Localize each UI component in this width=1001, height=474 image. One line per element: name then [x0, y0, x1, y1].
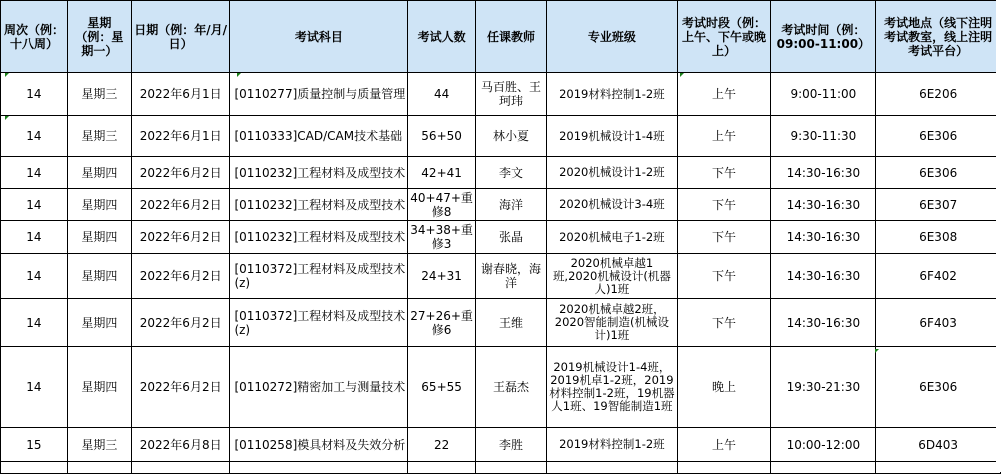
cell-period[interactable]: 上午 — [677, 73, 771, 116]
cell-time[interactable]: 19:30-21:30 — [771, 347, 876, 428]
cell-period[interactable]: 下午 — [677, 221, 771, 254]
cell-date[interactable]: 2022年6月2日 — [131, 254, 230, 299]
comment-marker-icon — [5, 73, 9, 77]
header-period: 考试时段（例：上午、下午或晚上） — [677, 1, 771, 73]
cell-class[interactable]: 2019机械设计1-4班，2019机卓1-2班，2019材料控制1-2班，19机器人1班、19智能制造1班 — [547, 347, 678, 428]
cell-subject[interactable]: [0110258]模具材料及失效分析 — [230, 428, 408, 462]
cell-room[interactable]: 6E306 — [876, 116, 1001, 157]
cell-subject[interactable]: [0110372]工程材料及成型技术(z) — [230, 299, 408, 347]
cell-subject[interactable]: [0110232]工程材料及成型技术 — [230, 157, 408, 189]
cell-subject[interactable]: [0110372]工程材料及成型技术(z) — [230, 254, 408, 299]
cell-week[interactable]: 14 — [1, 254, 68, 299]
cell-count[interactable]: 65+55 — [408, 347, 476, 428]
table-row — [1, 428, 1001, 462]
header-count: 考试人数 — [408, 1, 476, 73]
cell-week[interactable]: 14 — [1, 299, 68, 347]
header-class: 专业班级 — [547, 1, 678, 73]
header-room: 考试地点（线下注明考试教室，线上注明考试平台） — [876, 1, 1001, 73]
header-day: 星期（例：星期一） — [67, 1, 131, 73]
comment-marker-icon — [237, 73, 241, 77]
cell-week[interactable]: 14 — [1, 221, 68, 254]
cell-subject[interactable]: [0110232]工程材料及成型技术 — [230, 221, 408, 254]
table-row — [1, 157, 1001, 189]
header-row — [1, 1, 1001, 73]
cell-count[interactable]: 24+31 — [408, 254, 476, 299]
cell-time[interactable]: 14:30-16:30 — [771, 157, 876, 189]
cell-week[interactable]: 14 — [1, 116, 68, 157]
table-row — [1, 347, 1001, 428]
table-row — [1, 73, 1001, 116]
cell-day[interactable]: 星期三 — [67, 73, 131, 116]
cell-date[interactable]: 2022年6月2日 — [131, 299, 230, 347]
cell-date[interactable]: 2022年6月1日 — [131, 73, 230, 116]
cell-period[interactable]: 上午 — [677, 116, 771, 157]
table-row — [1, 254, 1001, 299]
cell-count[interactable]: 40+47+重修8 — [408, 189, 476, 221]
cell-subject[interactable]: [0110232]工程材料及成型技术 — [230, 189, 408, 221]
column-edge-strip — [996, 0, 1001, 472]
cell-period[interactable]: 下午 — [677, 299, 771, 347]
cell-subject[interactable]: [0110333]CAD/CAM技术基础 — [230, 116, 408, 157]
cell-time[interactable]: 14:30-16:30 — [771, 189, 876, 221]
cell-class[interactable]: 2020机械设计3-4班 — [547, 189, 678, 221]
cell-date[interactable]: 2022年6月2日 — [131, 221, 230, 254]
cell-teacher[interactable]: 李文 — [475, 157, 546, 189]
cell-class[interactable]: 2019机械设计1-4班 — [547, 116, 678, 157]
cell-day[interactable]: 星期三 — [67, 428, 131, 462]
header-time: 考试时间（例：09:00-11:00） — [771, 1, 876, 73]
cell-period[interactable]: 上午 — [677, 428, 771, 462]
header-date: 日期（例：年/月/日） — [131, 1, 230, 73]
table-row — [1, 189, 1001, 221]
header-teacher: 任课教师 — [475, 1, 546, 73]
cell-week[interactable]: 15 — [1, 428, 68, 462]
cell-day[interactable]: 星期四 — [67, 189, 131, 221]
cell-room[interactable]: 6E306 — [876, 347, 1001, 428]
cell-week[interactable]: 14 — [1, 157, 68, 189]
cell-count[interactable]: 34+38+重修3 — [408, 221, 476, 254]
cell-count[interactable]: 22 — [408, 428, 476, 462]
cell-day[interactable]: 星期四 — [67, 157, 131, 189]
cell-time[interactable]: 14:30-16:30 — [771, 299, 876, 347]
cell-count[interactable]: 56+50 — [408, 116, 476, 157]
cell-day[interactable]: 星期四 — [67, 221, 131, 254]
cell-teacher[interactable]: 王维 — [475, 299, 546, 347]
cell-teacher[interactable]: 林小夏 — [475, 116, 546, 157]
table-row — [1, 221, 1001, 254]
cell-class[interactable]: 2020机械设计1-2班 — [547, 157, 678, 189]
comment-marker-icon — [875, 349, 879, 353]
cell-room[interactable]: 6E206 — [876, 73, 1001, 116]
cell-period[interactable]: 下午 — [677, 254, 771, 299]
cell-room[interactable]: 6E308 — [876, 221, 1001, 254]
cell-time[interactable]: 9:30-11:30 — [771, 116, 876, 157]
cell-class[interactable]: 2020机械卓越1班,2020机械设计(机器人)1班 — [547, 254, 678, 299]
cell-date[interactable]: 2022年6月1日 — [131, 116, 230, 157]
cell-period[interactable]: 下午 — [677, 189, 771, 221]
cell-period[interactable]: 晚上 — [677, 347, 771, 428]
cell-time[interactable]: 9:00-11:00 — [771, 73, 876, 116]
cell-week[interactable]: 14 — [1, 73, 68, 116]
comment-marker-icon — [5, 116, 9, 120]
cell-day[interactable]: 星期四 — [67, 254, 131, 299]
table-row — [1, 116, 1001, 157]
cell-class[interactable]: 2019材料控制1-2班 — [547, 73, 678, 116]
cell-day[interactable]: 星期四 — [67, 347, 131, 428]
header-week: 周次（例：十八周） — [1, 1, 68, 73]
cell-count[interactable]: 27+26+重修6 — [408, 299, 476, 347]
cell-day[interactable]: 星期四 — [67, 299, 131, 347]
cell-week[interactable]: 14 — [1, 189, 68, 221]
cell-class[interactable]: 2019材料控制1-2班 — [547, 428, 678, 462]
cell-teacher[interactable]: 海洋 — [475, 189, 546, 221]
cell-room[interactable]: 6D403 — [876, 428, 1001, 462]
cell-teacher[interactable]: 马百胜、王珂玮 — [475, 73, 546, 116]
cell-room[interactable]: 6F402 — [876, 254, 1001, 299]
header-subject: 考试科目 — [230, 1, 408, 73]
cell-room[interactable]: 6E307 — [876, 189, 1001, 221]
cell-teacher[interactable]: 谢春晓，海洋 — [475, 254, 546, 299]
cell-room[interactable]: 6F403 — [876, 299, 1001, 347]
cell-count[interactable]: 44 — [408, 73, 476, 116]
cell-subject[interactable]: [0110272]精密加工与测量技术 — [230, 347, 408, 428]
cell-teacher[interactable]: 李胜 — [475, 428, 546, 462]
cell-subject[interactable]: [0110277]质量控制与质量管理 — [230, 73, 408, 116]
cell-week[interactable]: 14 — [1, 347, 68, 428]
cell-class[interactable]: 2020机械电子1-2班 — [547, 221, 678, 254]
cell-count[interactable]: 42+41 — [408, 157, 476, 189]
table-row — [1, 299, 1001, 347]
cell-time[interactable]: 14:30-16:30 — [771, 254, 876, 299]
cell-teacher[interactable]: 张晶 — [475, 221, 546, 254]
cell-date[interactable]: 2022年6月2日 — [131, 347, 230, 428]
cell-time[interactable]: 14:30-16:30 — [771, 221, 876, 254]
cell-teacher[interactable]: 王磊杰 — [475, 347, 546, 428]
cell-room[interactable]: 6E306 — [876, 157, 1001, 189]
cell-date[interactable]: 2022年6月2日 — [131, 157, 230, 189]
cell-period[interactable]: 下午 — [677, 157, 771, 189]
cell-date[interactable]: 2022年6月2日 — [131, 189, 230, 221]
comment-marker-icon — [680, 73, 684, 77]
cell-class[interactable]: 2020机械卓越2班，2020智能制造(机械设计)1班 — [547, 299, 678, 347]
cell-time[interactable]: 10:00-12:00 — [771, 428, 876, 462]
cell-day[interactable]: 星期三 — [67, 116, 131, 157]
cell-date[interactable]: 2022年6月8日 — [131, 428, 230, 462]
